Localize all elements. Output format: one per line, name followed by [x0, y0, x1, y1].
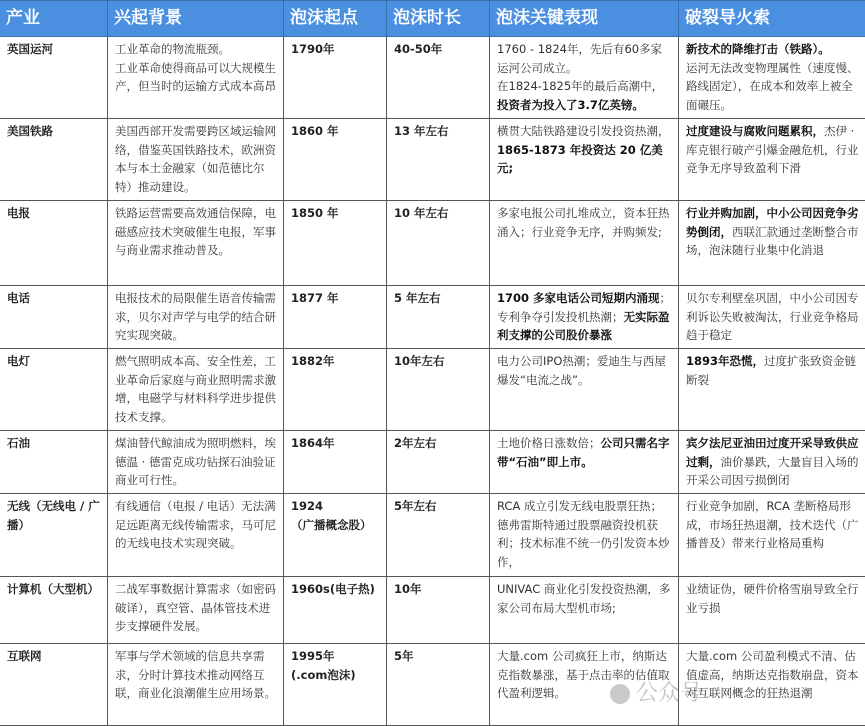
cell-industry: 美国铁路 — [0, 119, 108, 201]
text: 军事与学术领域的信息共享需求，分时计算技术推动网络互联，商业化浪潮催生应用场景。 — [115, 649, 276, 700]
header-performance: 泡沫关键表现 — [490, 1, 679, 37]
cell-start: 1790年 — [284, 37, 387, 119]
header-trigger: 破裂导火索 — [679, 1, 865, 37]
table-row — [0, 577, 865, 644]
cell-industry: 电话 — [0, 286, 108, 349]
cell-performance — [490, 644, 679, 726]
text: ；专利争夺引发投机热潮； — [497, 291, 671, 324]
cell-industry: 英国运河 — [0, 37, 108, 119]
cell-duration: 5年 — [387, 644, 490, 726]
cell-trigger — [679, 349, 865, 431]
cell-performance — [490, 431, 679, 494]
cell-background — [108, 431, 284, 494]
cell-trigger — [679, 644, 865, 726]
bold-text: 1700 多家电话公司短期内涌现 — [497, 291, 660, 305]
text: 二战军事数据计算需求（如密码破译），真空管、晶体管技术进步支撑硬件发展。 — [115, 582, 276, 633]
cell-industry: 互联网 — [0, 644, 108, 726]
text: 多家电报公司扎堆成立，资本狂热涌入；行业竞争无序，并购频发; — [497, 206, 670, 239]
cell-background — [108, 286, 284, 349]
cell-duration: 10 年左右 — [387, 201, 490, 286]
cell-performance — [490, 349, 679, 431]
text: 土地价格日涨数倍； — [497, 436, 601, 450]
cell-duration: 5 年左右 — [387, 286, 490, 349]
cell-trigger — [679, 431, 865, 494]
cell-background — [108, 644, 284, 726]
bold-text: 投资者为投入了3.7亿英镑。 — [497, 98, 644, 112]
text: 贝尔专利壁垒巩固，中小公司因专利诉讼失败被淘汰，行业竞争格局趋于稳定 — [686, 291, 859, 342]
table-row — [0, 37, 865, 119]
bold-text: 1893年恐慌， — [686, 354, 764, 368]
table-body — [0, 37, 865, 726]
cell-background — [108, 37, 284, 119]
cell-background — [108, 494, 284, 577]
header-duration: 泡沫时长 — [387, 1, 490, 37]
text: 有线通信（电报 / 电话）无法满足远距离无线传输需求，马可尼的无线电技术实现突破。 — [115, 499, 276, 550]
text: 油价暴跌，大量盲目入场的开采公司因亏损倒闭 — [686, 455, 859, 488]
cell-duration: 5年左右 — [387, 494, 490, 577]
text: 横贯大陆铁路建设引发投资热潮， — [497, 124, 670, 138]
text: 铁路运营需要高效通信保障，电磁感应技术突破催生电报，军事与商业需求推动普及。 — [115, 206, 276, 257]
bold-text: 无实际盈利支撑的公司股价暴涨 — [497, 310, 670, 343]
text: 燃气照明成本高、安全性差，工业革命后家庭与商业照明需求激增，电磁学与材料科学进步提供技术支撑。 — [115, 354, 276, 424]
bold-text: 宾夕法尼亚油田过度开采导致供应过剩， — [686, 436, 859, 469]
table-row — [0, 494, 865, 577]
text: 美国西部开发需要跨区域运输网络，借鉴英国铁路技术，欧洲资本与本土金融家（如范德比尔特）推动建设。 — [115, 124, 276, 194]
cell-industry: 无线（无线电 / 广播） — [0, 494, 108, 577]
cell-trigger — [679, 286, 865, 349]
cell-industry: 电报 — [0, 201, 108, 286]
text: 西联汇款通过垄断整合市场，泡沫随行业集中化消退 — [686, 225, 859, 258]
text: 大量.com 公司疯狂上市，纳斯达克指数暴涨，基于点击率的估值取代盈利逻辑。 — [497, 649, 670, 700]
cell-start: 1995年 (.com泡沫) — [284, 644, 387, 726]
cell-duration: 40-50年 — [387, 37, 490, 119]
header-industry: 产业 — [0, 1, 108, 37]
cell-background — [108, 201, 284, 286]
header-background: 兴起背景 — [108, 1, 284, 37]
cell-industry: 电灯 — [0, 349, 108, 431]
text: 过度扩张致资金链断裂 — [686, 354, 856, 387]
cell-start: 1882年 — [284, 349, 387, 431]
text: 行业竞争加剧，RCA 垄断格局形成，市场狂热退潮，技术迭代（广播普及）带来行业格局重构 — [686, 499, 859, 550]
text: RCA 成立引发无线电股票狂热；德弗雷斯特通过股票融资投机获利；技术标准不统一仍引发资本炒作， — [497, 499, 670, 569]
header-start: 泡沫起点 — [284, 1, 387, 37]
cell-background — [108, 349, 284, 431]
text: 煤油替代鲸油成为照明燃料，埃德温 · 德雷克成功钻探石油验证商业可行性。 — [115, 436, 276, 487]
bold-text: 过度建设与腐败问题累积， — [686, 124, 824, 138]
table-row — [0, 644, 865, 726]
cell-start: 1924 （广播概念股） — [284, 494, 387, 577]
cell-start: 1860 年 — [284, 119, 387, 201]
cell-start: 1960s(电子热) — [284, 577, 387, 644]
cell-performance — [490, 201, 679, 286]
header-row — [0, 1, 865, 37]
table-row — [0, 201, 865, 286]
cell-duration: 10年 — [387, 577, 490, 644]
text: 杰伊 · 库克银行破产引爆金融危机，行业竞争无序导致盈利下滑 — [686, 124, 859, 175]
cell-performance — [490, 494, 679, 577]
cell-trigger — [679, 201, 865, 286]
cell-duration: 10年左右 — [387, 349, 490, 431]
text: 业绩证伪，硬件价格雪崩导致全行业亏损 — [686, 582, 859, 615]
cell-duration: 13 年左右 — [387, 119, 490, 201]
cell-background — [108, 577, 284, 644]
cell-performance — [490, 577, 679, 644]
bold-text: 行业并购加剧，中小公司因竞争劣势倒闭， — [686, 206, 859, 239]
bold-text: 公司只需名字带“石油”即上市。 — [497, 436, 670, 469]
text: 大量.com 公司盈利模式不清、估值虚高，纳斯达克指数崩盘，资本对互联网概念的狂热退潮 — [686, 649, 859, 700]
cell-performance — [490, 119, 679, 201]
cell-start: 1850 年 — [284, 201, 387, 286]
text: 工业革命的物流瓶颈。 工业革命使得商品可以大规模生产，但当时的运输方式成本高昂 — [115, 42, 276, 93]
cell-start: 1864年 — [284, 431, 387, 494]
bold-text: 新技术的降维打击（铁路）。 — [686, 42, 830, 56]
text: 运河无法改变物理属性（速度慢、路线固定），在成本和效率上被全面碾压。 — [686, 61, 859, 112]
text: UNIVAC 商业化引发投资热潮，多家公司布局大型机市场; — [497, 582, 670, 615]
cell-trigger — [679, 494, 865, 577]
cell-performance — [490, 286, 679, 349]
cell-trigger — [679, 119, 865, 201]
cell-performance — [490, 37, 679, 119]
text: 电力公司IPO热潮；爱迪生与西屋爆发“电流之战”。 — [497, 354, 666, 387]
text: 1760 - 1824年，先后有60多家运河公司成立。 在1824-1825年的最后高潮中， — [497, 42, 663, 93]
watermark-text: 公众号 — [636, 681, 702, 706]
cell-industry: 计算机（大型机） — [0, 577, 108, 644]
bold-text: 1865-1873 年投资达 20 亿美元; — [497, 143, 663, 176]
text: 电报技术的局限催生语音传输需求，贝尔对声学与电学的结合研究实现突破。 — [115, 291, 276, 342]
cell-trigger — [679, 37, 865, 119]
cell-start: 1877 年 — [284, 286, 387, 349]
table-row — [0, 349, 865, 431]
cell-duration: 2年左右 — [387, 431, 490, 494]
cell-background — [108, 119, 284, 201]
cell-trigger — [679, 577, 865, 644]
table-row — [0, 431, 865, 494]
cell-industry: 石油 — [0, 431, 108, 494]
table-row — [0, 286, 865, 349]
table-row — [0, 119, 865, 201]
